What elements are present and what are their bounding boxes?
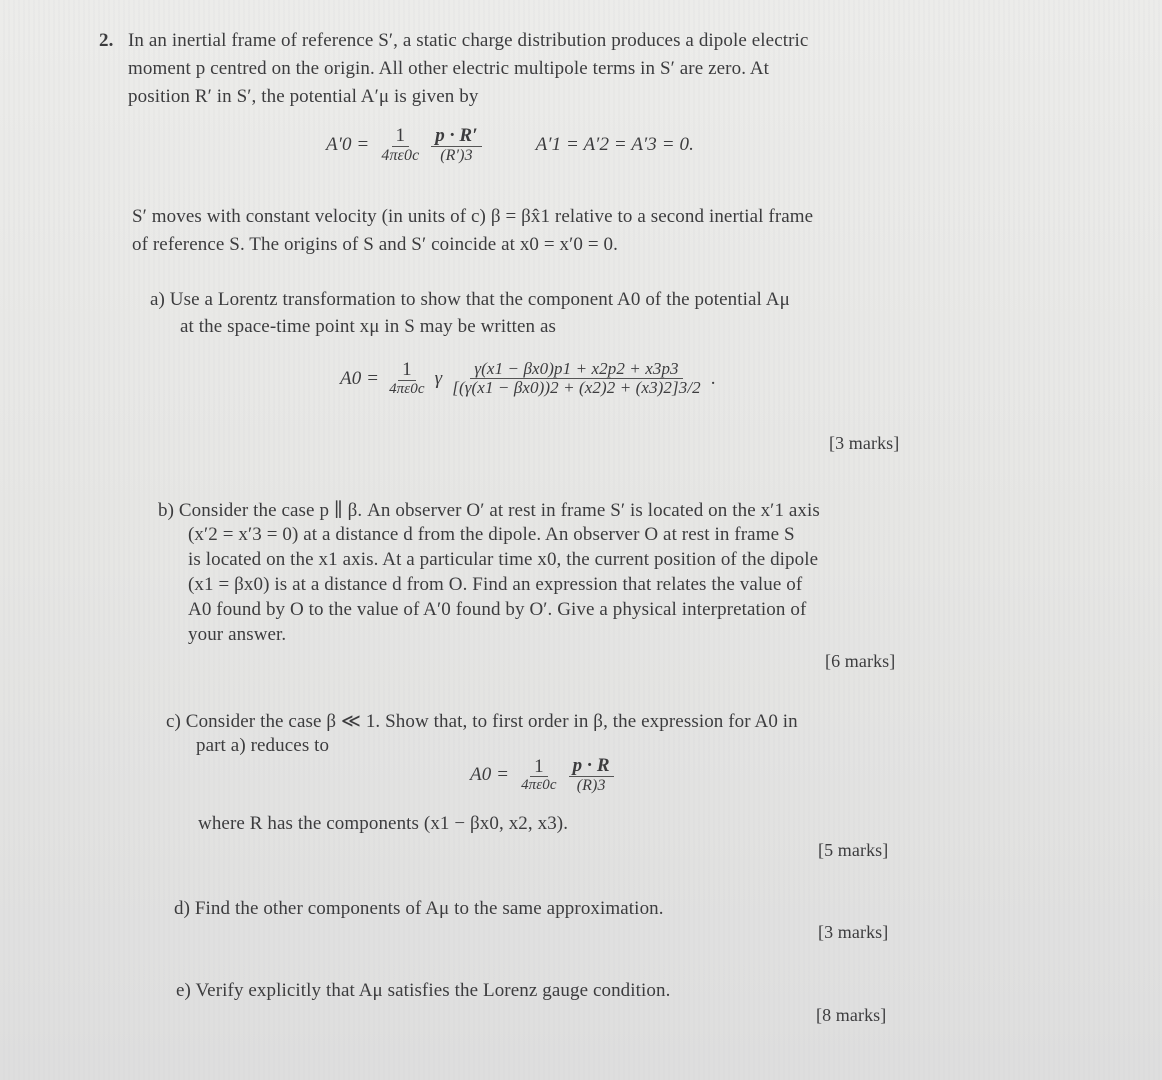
equation-part-a: A0 = $\frac{1}{4\pi\varepsilon 0c}$ γ $\frac{\gamma(x1 - \beta x0)p1 + x2p2 + x3p3}{[(\gamma(x1 - \beta x0))2 + (x2)2 + (x3)2]3/2}$ . — [340, 359, 716, 397]
eq-c-frac2: $\frac{p \cdot R}{(R)3}$ — [569, 756, 614, 795]
part-b-line-3: is located on the x1 axis. At a particular time x0, the current position of the dipole — [188, 549, 819, 570]
part-b-line-6: your answer. — [188, 624, 287, 645]
intro-line-1: In an inertial frame of reference S′, a static charge distribution produces a dipole electric — [128, 30, 809, 51]
part-b-line-2: (x′2 = x′3 = 0) at a distance d from the dipole. An observer O at rest in frame S — [188, 524, 795, 545]
part-a-line-2: at the space-time point xμ in S may be written as — [180, 316, 556, 337]
eq-c-lhs: A0 = — [470, 764, 510, 786]
part-c-line-2: part a) reduces to — [196, 735, 330, 756]
part-a-marks: [3 marks] — [829, 433, 900, 453]
eq-potential-frac2: $\frac{p \cdot R'}{(R')3}$ — [431, 126, 481, 165]
part-c-marks: [5 marks] — [818, 840, 889, 860]
part-a-line-1: a) Use a Lorentz transformation to show that the component A0 of the potential Aμ — [150, 289, 790, 310]
part-d-marks: [3 marks] — [818, 922, 889, 942]
eq-a-frac2: $\frac{\gamma(x1 - \beta x0)p1 + x2p2 + x3p3}{[(\gamma(x1 - \beta x0))2 + (x2)2 + (x3)2]3/2}$ — [452, 359, 701, 397]
intro-line-3: position R′ in S′, the potential A′μ is given by — [128, 86, 479, 107]
eq-potential-frac1: $\frac{1}{4\pi\varepsilon 0c}$ — [381, 125, 420, 164]
motion-line-1: S′ moves with constant velocity (in units of c) β = βx̂1 relative to a second inertial frame — [132, 206, 814, 227]
question-number: 2. — [99, 30, 114, 51]
eq-potential-rest: A′1 = A′2 = A′3 = 0. — [535, 134, 694, 156]
part-c-line-1: c) Consider the case β ≪ 1. Show that, to first order in β, the expression for A0 in — [166, 711, 798, 732]
equation-potential — [326, 126, 694, 165]
motion-line-2: of reference S. The origins of S and S′ coincide at x0 = x′0 = 0. — [132, 234, 618, 255]
part-b-line-4: (x1 = βx0) is at a distance d from O. Find an expression that relates the value of — [188, 574, 803, 595]
part-b-line-1: b) Consider the case p ∥ β. An observer O′ at rest in frame S′ is located on the x′1 axis — [158, 500, 820, 521]
part-e-marks: [8 marks] — [816, 1005, 887, 1025]
eq-a-gamma: γ — [434, 367, 443, 389]
part-c-where-line: where R has the components (x1 − βx0, x2, x3). — [198, 813, 569, 834]
eq-a-lhs: A0 = — [340, 367, 380, 389]
intro-line-2: moment p centred on the origin. All other electric multipole terms in S′ are zero. At — [128, 58, 770, 79]
part-d-line: d) Find the other components of Aμ to the same approximation. — [174, 898, 664, 919]
equation-part-c — [470, 756, 614, 795]
part-b-marks: [6 marks] — [825, 651, 896, 671]
eq-c-frac1: $\frac{1}{4\pi\varepsilon 0c}$ — [521, 755, 557, 794]
eq-a-frac1: $\frac{1}{4\pi\varepsilon 0c}$ — [389, 359, 425, 397]
eq-potential-lhs: A′0 = — [326, 134, 370, 156]
part-e-line: e) Verify explicitly that Aμ satisfies the Lorenz gauge condition. — [176, 980, 671, 1001]
part-b-line-5: A0 found by O to the value of A′0 found by O′. Give a physical interpretation of — [188, 599, 807, 620]
